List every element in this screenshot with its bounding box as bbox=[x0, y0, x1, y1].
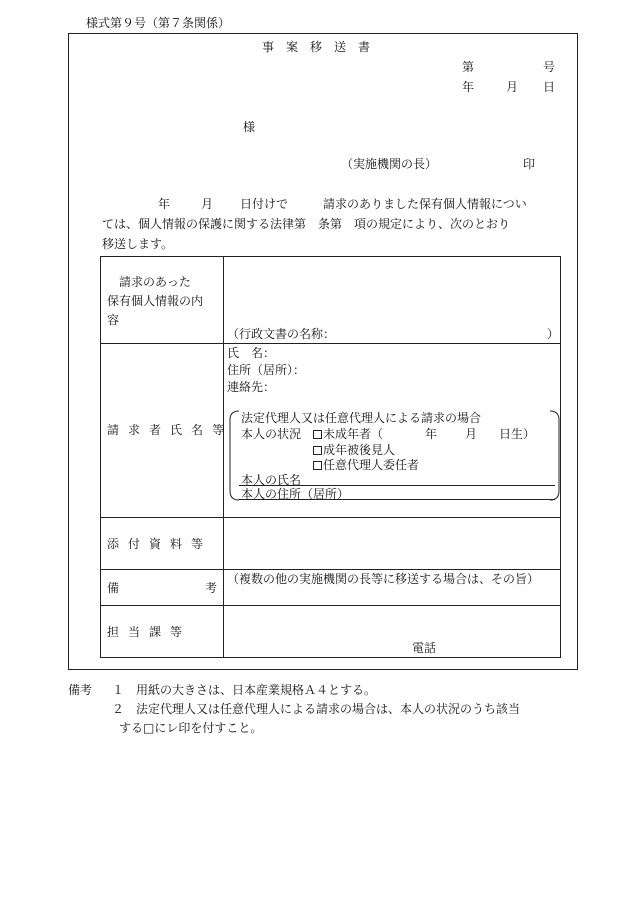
agent-request-title: 法定代理人又は任意代理人による請求の場合 bbox=[241, 411, 482, 425]
doc-number-prefix: 第 bbox=[462, 60, 475, 74]
option-delegator bbox=[313, 458, 419, 472]
addressee-suffix: 様 bbox=[243, 120, 256, 134]
principal-name-line bbox=[239, 485, 555, 486]
remark-1-text: 用紙の大きさは、日本産業規格Ａ４とする。 bbox=[136, 683, 377, 697]
body-day-text: 日付けで bbox=[240, 197, 289, 211]
body-line2: ては、個人情報の保護に関する法律第 条第 項の規定により、次のとおり bbox=[102, 217, 511, 231]
minor-birth-month: 月 bbox=[465, 427, 478, 441]
requester-contact-field: 連絡先： bbox=[227, 380, 276, 394]
requested-info-label-line1: 請求のあった bbox=[107, 275, 191, 289]
requested-info-label-line3: 容 bbox=[107, 313, 120, 327]
form-number: 様式第９号（第７条関係） bbox=[86, 16, 231, 30]
remark-1-number: １ bbox=[112, 683, 125, 697]
minor-birth-day: 日生） bbox=[499, 427, 536, 441]
document-title: 事 案 移 送 書 bbox=[262, 40, 371, 54]
remarks-label-right: 考 bbox=[205, 581, 218, 595]
delegator-label: 任意代理人委任者 bbox=[323, 458, 420, 472]
row-divider bbox=[101, 605, 560, 606]
row-divider bbox=[101, 569, 560, 570]
seal-mark: 印 bbox=[523, 157, 536, 171]
adult-ward-checkbox[interactable] bbox=[313, 446, 322, 455]
adult-ward-label: 成年被後見人 bbox=[323, 443, 396, 457]
row-divider bbox=[101, 343, 560, 344]
delegator-checkbox[interactable] bbox=[313, 461, 322, 470]
transfer-table bbox=[100, 256, 561, 658]
department-label: 担当課等 bbox=[107, 625, 192, 639]
minor-label: 未成年者（ bbox=[323, 427, 384, 441]
minor-birth-year: 年 bbox=[425, 427, 438, 441]
requested-info-label-line2: 保有個人情報の内 bbox=[107, 294, 204, 308]
remark-2-text-line1: 法定代理人又は任意代理人による請求の場合は、本人の状況のうち該当 bbox=[136, 702, 521, 716]
phone-label: 電話 bbox=[412, 641, 437, 655]
column-divider bbox=[223, 257, 224, 657]
body-line1-text: 請求のありました保有個人情報につい bbox=[323, 197, 527, 211]
principal-name-label: 本人の氏名 bbox=[241, 473, 302, 487]
row-divider bbox=[101, 517, 560, 518]
date-day: 日 bbox=[543, 80, 556, 94]
body-line3: 移送します。 bbox=[102, 237, 174, 251]
body-year: 年 bbox=[158, 197, 171, 211]
remarks-note: （複数の他の実施機関の長等に移送する場合は、その旨） bbox=[227, 572, 540, 586]
document-name-open: （行政文書の名称： bbox=[227, 327, 336, 341]
option-minor bbox=[313, 427, 383, 441]
doc-number-suffix: 号 bbox=[543, 60, 556, 74]
date-month: 月 bbox=[506, 80, 519, 94]
remark-2-number: ２ bbox=[112, 702, 125, 716]
attachments-label: 添付資料等 bbox=[107, 537, 213, 551]
body-month: 月 bbox=[201, 197, 214, 211]
remark-2-text-line2: する□にレ印を付すこと。 bbox=[119, 721, 263, 735]
remarks-heading: 備考 bbox=[68, 683, 93, 697]
principal-address-line bbox=[239, 499, 555, 500]
requester-name-field: 氏 名： bbox=[227, 346, 276, 360]
principal-status-label: 本人の状況 bbox=[241, 427, 302, 441]
date-year: 年 bbox=[462, 80, 475, 94]
principal-address-label: 本人の住所（居所） bbox=[241, 487, 350, 501]
option-adult-ward bbox=[313, 443, 395, 457]
requester-label: 請求者氏名等 bbox=[107, 423, 234, 437]
requester-address-field: 住所（居所）： bbox=[227, 363, 306, 377]
sender-title: （実施機関の長） bbox=[341, 157, 438, 171]
remarks-label-left: 備 bbox=[107, 581, 120, 595]
document-name-close: ） bbox=[547, 327, 560, 341]
minor-checkbox[interactable] bbox=[313, 430, 322, 439]
